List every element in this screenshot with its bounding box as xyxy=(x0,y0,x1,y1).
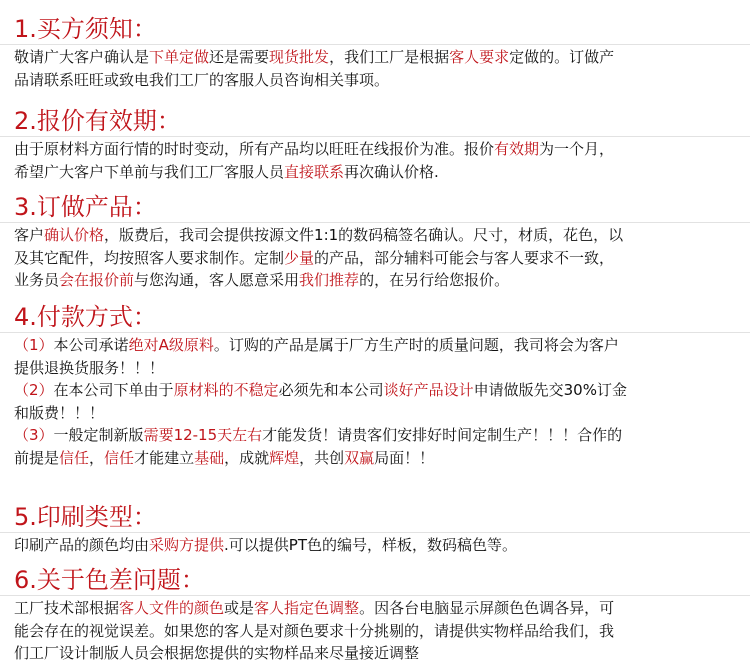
section-title: 3.订做产品： xyxy=(14,192,750,222)
text-line xyxy=(14,161,738,184)
text-line xyxy=(14,642,738,665)
text-segment: 。因各台电脑显示屏颜色色调各异，可 xyxy=(359,599,615,617)
title-underline xyxy=(0,532,750,533)
section-buyer-notice xyxy=(0,14,750,91)
text-line xyxy=(14,379,738,402)
text-segment: 的，在另行给您报价。 xyxy=(359,271,510,289)
text-segment: 能会存在的视觉误差。如果您的客人是对颜色要求十分挑剔的，请提供实物样品给我们，我 xyxy=(14,621,615,640)
highlighted-text: 信任 xyxy=(59,448,90,467)
highlighted-text: 直接联系 xyxy=(284,162,345,181)
section-body xyxy=(14,334,738,469)
highlighted-text: 原材料的不稳定 xyxy=(173,381,279,399)
text-segment: 客户 xyxy=(14,226,45,244)
title-underline xyxy=(0,332,750,333)
highlighted-text: 有效期 xyxy=(494,140,540,158)
title-underline xyxy=(0,595,750,596)
title-underline xyxy=(0,222,750,223)
text-line xyxy=(14,46,738,69)
item-number: （1） xyxy=(14,336,54,354)
highlighted-text: 客人指定色调整 xyxy=(254,599,360,617)
text-line xyxy=(14,224,738,247)
text-segment: 及其它配件，均按照客人要求制作。定制 xyxy=(14,248,285,267)
text-segment: .可以提供PT色的编号，样板，数码稿色等。 xyxy=(224,536,518,554)
text-line xyxy=(14,334,738,357)
text-segment: 为一个月， xyxy=(539,140,615,158)
highlighted-text: 少量 xyxy=(284,248,315,267)
section-body xyxy=(14,534,738,557)
text-segment: 品请联系旺旺或致电我们工厂的客服人员咨询相关事项。 xyxy=(14,70,390,89)
text-line xyxy=(14,620,738,643)
highlighted-text: 绝对A级原料 xyxy=(128,336,214,354)
section-payment-methods xyxy=(0,302,750,469)
section-body xyxy=(14,597,738,665)
text-line xyxy=(14,424,738,447)
text-segment: 们工厂设计制版人员会根据您提供的实物样品来尽量接近调整 xyxy=(14,644,420,662)
highlighted-text: 辉煌 xyxy=(269,448,300,467)
text-segment: 印刷产品的颜色均由 xyxy=(14,536,150,554)
highlighted-text: 基础 xyxy=(194,448,225,467)
highlighted-text: 采购方提供 xyxy=(149,536,225,554)
section-quote-validity xyxy=(0,106,750,183)
text-segment: 。订购的产品是属于厂方生产时的质量问题，我司将会为客户 xyxy=(213,336,619,354)
section-title: 4.付款方式： xyxy=(14,302,750,332)
text-segment: 再次确认价格. xyxy=(344,162,439,181)
text-line xyxy=(14,447,738,470)
text-segment: 还是需要 xyxy=(209,48,270,66)
section-body xyxy=(14,46,738,91)
text-segment: 提供退换货服务！！！ xyxy=(14,358,165,377)
highlighted-text: 双赢 xyxy=(344,448,375,467)
text-line xyxy=(14,269,738,292)
item-number: （2） xyxy=(14,381,54,399)
text-segment: 的产品，部分辅料可能会与客人要求不一致， xyxy=(314,248,615,267)
text-segment: 敬请广大客户确认是 xyxy=(14,48,150,66)
text-segment: 由于原材料方面行情的时时变动，所有产品均以旺旺在线报价为准。报价 xyxy=(14,140,495,158)
highlighted-text: 需要12-15天左右 xyxy=(143,426,263,444)
item-number: （3） xyxy=(14,426,54,444)
section-title: 5.印刷类型： xyxy=(14,502,750,532)
section-title: 6.关于色差问题： xyxy=(14,565,750,595)
section-body xyxy=(14,138,738,183)
text-segment: 和版费！！！ xyxy=(14,403,105,422)
text-line xyxy=(14,247,738,270)
highlighted-text: 客人文件的颜色 xyxy=(119,599,225,617)
text-segment: 局面！！ xyxy=(374,448,435,467)
title-underline xyxy=(0,44,750,45)
text-segment: 希望广大客户下单前与我们工厂客服人员 xyxy=(14,162,285,181)
text-segment: 在本公司下单由于 xyxy=(53,381,174,399)
highlighted-text: 确认价格 xyxy=(44,226,105,244)
text-line xyxy=(14,597,738,620)
section-color-difference xyxy=(0,565,750,665)
text-segment: 一般定制新版 xyxy=(53,426,144,444)
text-line xyxy=(14,402,738,425)
text-segment: 业务员 xyxy=(14,271,60,289)
text-segment: ，共创 xyxy=(299,448,345,467)
title-underline xyxy=(0,136,750,137)
text-segment: 工厂技术部根据 xyxy=(14,599,120,617)
text-line xyxy=(14,534,738,557)
text-segment: 与您沟通，客人愿意采用 xyxy=(134,271,300,289)
text-segment: ，我们工厂是根据 xyxy=(329,48,450,66)
text-segment: ，版费后，我司会提供按源文件1:1的数码稿签名确认。尺寸，材质，花色，以 xyxy=(104,226,624,244)
text-segment: 或是 xyxy=(224,599,255,617)
text-segment: 才能发货！请贵客们安排好时间定制生产！！！合作的 xyxy=(262,426,623,444)
text-segment: 前提是 xyxy=(14,448,60,467)
text-line xyxy=(14,138,738,161)
section-body xyxy=(14,224,738,292)
section-title: 1.买方须知： xyxy=(14,14,750,44)
section-print-type xyxy=(0,502,750,557)
text-segment: ， xyxy=(89,448,105,467)
text-segment: 必须先和本公司 xyxy=(278,381,384,399)
section-custom-products xyxy=(0,192,750,292)
highlighted-text: 现货批发 xyxy=(269,48,330,66)
text-segment: 申请做版先交30%订金 xyxy=(473,381,627,399)
section-title: 2.报价有效期： xyxy=(14,106,750,136)
text-segment: 才能建立 xyxy=(134,448,195,467)
highlighted-text: 谈好产品设计 xyxy=(383,381,474,399)
text-segment: ，成就 xyxy=(224,448,270,467)
text-line xyxy=(14,69,738,92)
highlighted-text: 信任 xyxy=(104,448,135,467)
highlighted-text: 会在报价前 xyxy=(59,271,135,289)
highlighted-text: 我们推荐 xyxy=(299,271,360,289)
text-segment: 本公司承诺 xyxy=(53,336,129,354)
highlighted-text: 客人要求 xyxy=(449,48,510,66)
text-segment: 定做的。订做产 xyxy=(509,48,615,66)
text-line xyxy=(14,357,738,380)
highlighted-text: 下单定做 xyxy=(149,48,210,66)
